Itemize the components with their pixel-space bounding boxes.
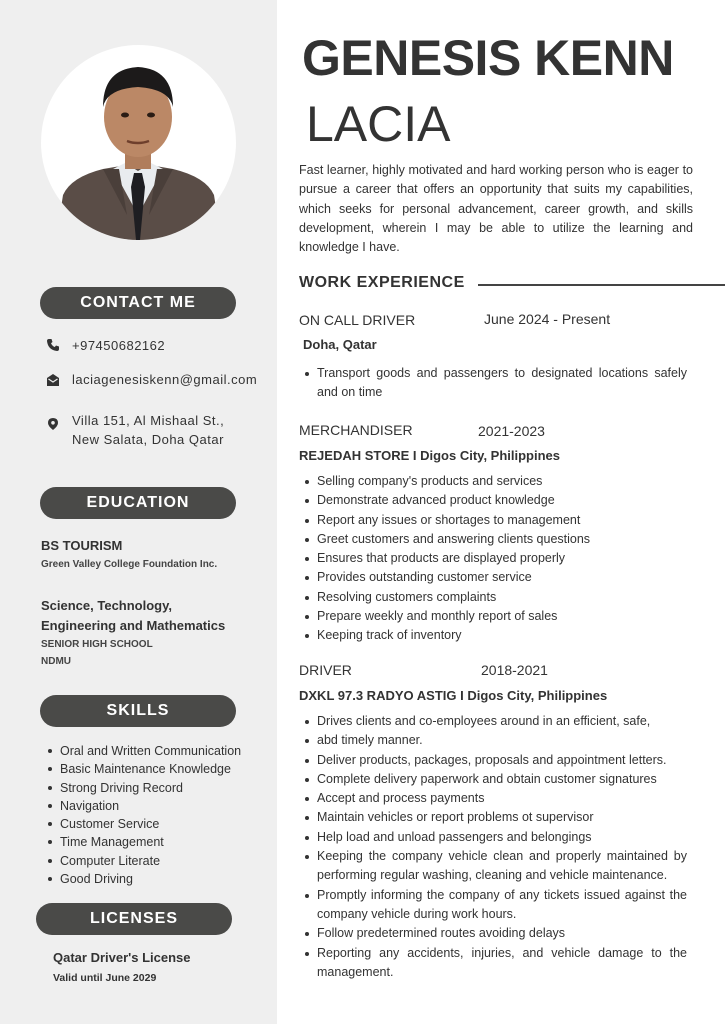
- license-title: Qatar Driver's License: [53, 950, 191, 965]
- strand-title-line-1: Science, Technology,: [41, 598, 172, 613]
- licenses-heading: LICENSES: [36, 903, 232, 935]
- list-item: Follow predetermined routes avoiding delays: [303, 924, 687, 943]
- phone-number[interactable]: +97450682162: [72, 338, 166, 353]
- list-item: Transport goods and passengers to designated locations safely and on time: [303, 364, 687, 403]
- phone-icon: [46, 338, 60, 352]
- school-name: Green Valley College Foundation Inc.: [41, 559, 218, 570]
- list-item: Maintain vehicles or report problems ot supervisor: [303, 808, 687, 827]
- list-item: Oral and Written Communication: [46, 742, 241, 760]
- list-item: Selling company's products and services: [303, 472, 687, 491]
- job-company: Doha, Qatar: [303, 337, 377, 352]
- school-level: SENIOR HIGH SCHOOL: [41, 639, 153, 650]
- list-item: Time Management: [46, 833, 241, 851]
- section-divider: [478, 284, 725, 286]
- list-item: Ensures that products are displayed properly: [303, 549, 687, 568]
- list-item: Customer Service: [46, 815, 241, 833]
- job-duties-list: [303, 364, 687, 403]
- list-item: Complete delivery paperwork and obtain customer signatures: [303, 770, 687, 789]
- list-item: Report any issues or shortages to management: [303, 511, 687, 530]
- list-item: Accept and process payments: [303, 789, 687, 808]
- email-address[interactable]: laciagenesiskenn@gmail.com: [72, 372, 258, 387]
- job-title: DRIVER: [299, 662, 352, 678]
- sidebar: [0, 0, 277, 1024]
- list-item: Provides outstanding customer service: [303, 568, 687, 587]
- job-duties-list: [303, 712, 687, 982]
- profile-summary: Fast learner, highly motivated and hard working person who is eager to pursue a career that offers an opportunity that suits my capabilities, which seeks for personal advancement, career growth, and skills development, wherein I may be able to utilize the learning and knowledge I have.: [299, 163, 693, 255]
- list-item: Strong Driving Record: [46, 779, 241, 797]
- list-item: Keeping track of inventory: [303, 626, 687, 645]
- job-company: REJEDAH STORE I Digos City, Philippines: [299, 448, 561, 463]
- list-item: Greet customers and answering clients questions: [303, 530, 687, 549]
- list-item: Reporting any accidents, injuries, and vehicle damage to the management.: [303, 944, 687, 983]
- work-experience-heading: WORK EXPERIENCE: [299, 274, 465, 291]
- name-second-line: LACIA: [306, 96, 451, 152]
- skills-heading: SKILLS: [40, 695, 236, 727]
- job-date: June 2024 - Present: [484, 311, 611, 327]
- envelope-icon: [46, 373, 60, 387]
- job-date: 2018-2021: [481, 662, 548, 678]
- education-item-1: [41, 536, 217, 573]
- license-validity: Valid until June 2029: [53, 972, 157, 984]
- profile-photo: [41, 45, 236, 240]
- name-first-line: GENESIS KENN: [302, 30, 674, 86]
- address-line-1: Villa 151, Al Mishaal St.,: [72, 413, 225, 428]
- location-pin-icon: [46, 417, 60, 431]
- education-item-2: [41, 596, 225, 670]
- job-duties-list: [303, 472, 687, 646]
- job-title: MERCHANDISER: [299, 422, 413, 438]
- education-heading: EDUCATION: [40, 487, 236, 519]
- school-name: NDMU: [41, 656, 71, 667]
- job-title: ON CALL DRIVER: [299, 312, 416, 328]
- person-portrait-icon: [41, 45, 236, 240]
- list-item: Demonstrate advanced product knowledge: [303, 491, 687, 510]
- list-item: Deliver products, packages, proposals and appointment letters.: [303, 751, 687, 770]
- list-item: Keeping the company vehicle clean and properly maintained by performing regular washing, cleaning and vehicle maintenance.: [303, 847, 687, 886]
- list-item: Computer Literate: [46, 852, 241, 870]
- list-item: Drives clients and co-employees around in an efficient, safe,: [303, 712, 687, 731]
- job-date: 2021-2023: [478, 423, 545, 439]
- list-item: Promptly informing the company of any tickets issued against the company vehicle during work hours.: [303, 886, 687, 925]
- strand-title-line-2: Engineering and Mathematics: [41, 618, 226, 633]
- list-item: Help load and unload passengers and belongings: [303, 828, 687, 847]
- list-item: Basic Maintenance Knowledge: [46, 760, 241, 778]
- job-company: DXKL 97.3 RADYO ASTIG I Digos City, Philippines: [299, 688, 608, 703]
- address-line-2: New Salata, Doha Qatar: [72, 432, 224, 447]
- list-item: Prepare weekly and monthly report of sales: [303, 607, 687, 626]
- list-item: Good Driving: [46, 870, 241, 888]
- skills-list: [46, 742, 241, 888]
- list-item: Resolving customers complaints: [303, 588, 687, 607]
- degree-title: BS TOURISM: [41, 538, 123, 553]
- list-item: Navigation: [46, 797, 241, 815]
- list-item: abd timely manner.: [303, 731, 687, 750]
- contact-heading: CONTACT ME: [40, 287, 236, 319]
